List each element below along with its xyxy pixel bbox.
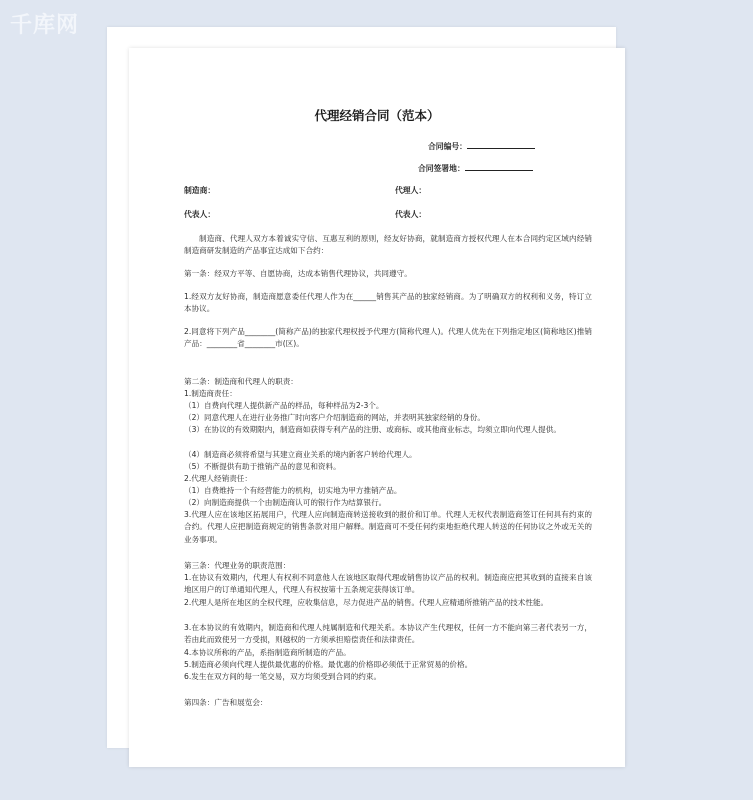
clause-3-item-4: 4.本协议所称的产品，系指制造商所制造的产品。 [184, 648, 351, 657]
manufacturer-label: 制造商： [184, 186, 216, 195]
contract-place-blank [465, 161, 533, 171]
clause-1-item-1: 1.经双方友好协商，制造商愿意委任代理人作为在______销售其产品的独家经销商。为了明确双方的权利和义务，特订立本协议。 [184, 292, 592, 314]
clause-3-item-3: 3.在本协议的有效期内，制造商和代理人纯属制造和代理关系。本协议产生代理权，任何一方不能向第三者代表另一方，若由此而致使另一方受损，则越权的一方须承担赔偿责任和法律责任。 [184, 623, 592, 645]
clause-2-heading: 第二条：制造商和代理人的职责： [184, 377, 298, 386]
clause-3-item-5: 5.制造商必须向代理人提供最优惠的价格。最优惠的价格即必须低于正常贸易的价格。 [184, 660, 473, 669]
clause-2-section-2: 2.代理人经销责任： [184, 474, 252, 483]
clause-2-1-5: （5）不断提供有助于推销产品的意见和资料。 [184, 462, 341, 471]
clause-4-heading: 第四条：广告和展览会： [184, 698, 268, 707]
document-title: 代理经销合同（范本） [314, 108, 440, 123]
clause-3-item-6: 6.发生在双方间的每一笔交易，双方均须受到合同的约束。 [184, 672, 382, 681]
contract-number-blank [467, 139, 535, 149]
clause-3-item-2: 2.代理人是所在地区的全权代理，应收集信息，尽力促进产品的销售。代理人应精通所推销产品的技术性能。 [184, 598, 549, 607]
clause-3-heading: 第三条：代理业务的职责范围： [184, 561, 291, 570]
clause-1-heading: 第一条：经双方平等、自愿协商，达成本销售代理协议，共同遵守。 [184, 269, 412, 278]
contract-place-label: 合同签署地： [418, 164, 465, 173]
clause-2-1-1: （1）自费向代理人提供新产品的样品，每种样品为2-3个。 [184, 401, 384, 410]
watermark-logo: 千库网 [10, 13, 80, 38]
clause-2-section-3: 3.代理人应在该地区拓展用户，代理人应向制造商转送接收到的报价和订单。代理人无权代表制造商签订任何具有约束的合约。代理人应把制造商规定的销售条款对用户解释。制造商可不受任何约束地拒绝代理人转送的任何协议之外或无关的业务事项。 [184, 510, 592, 544]
manufacturer-representative-label: 代表人： [184, 210, 216, 219]
contract-number-field [428, 139, 535, 153]
clause-1-item-2: 2.同意将下列产品________(简称产品)的独家代理权授予代理方(简称代理人)。代理人优先在下列指定地区(简称地区)推销产品：________省________市(区)。 [184, 327, 592, 349]
intro-paragraph: 制造商、代理人双方本着诚实守信、互惠互利的原则，经友好协商，就制造商方授权代理人在本合同约定区域内经销制造商研发制造的产品事宜达成如下合约： [184, 234, 592, 256]
clause-2-2-1: （1）自费维持一个有经营能力的机构，切实地为甲方推销产品。 [184, 486, 402, 495]
agent-representative-label: 代表人： [395, 210, 427, 219]
clause-2-1-2: （2）同意代理人在进行业务推广时向客户介绍制造商的网站，并表明其独家经销的身份。 [184, 413, 485, 422]
clause-2-1-3: （3）在协议的有效期限内，制造商如获得专利产品的注册、或商标、或其他商业标志，均须立即向代理人提供。 [184, 425, 561, 434]
clause-3-item-1: 1.在协议有效期内，代理人有权利不同意他人在该地区取得代理或销售协议产品的权利。制造商应把其收到的直接来自该地区用户的订单通知代理人，代理人有权按第十五条规定获得该订单。 [184, 573, 592, 595]
contract-number-label: 合同编号： [428, 142, 467, 151]
clause-2-section-1: 1.制造商责任： [184, 389, 237, 398]
contract-page [129, 48, 625, 767]
agent-label: 代理人： [395, 186, 427, 195]
contract-place-field [418, 161, 533, 175]
clause-2-1-4: （4）制造商必须将希望与其建立商业关系的境内新客户转给代理人。 [184, 450, 417, 459]
clause-2-2-2: （2）向制造商提供一个由制造商认可的银行作为结算银行。 [184, 498, 387, 507]
